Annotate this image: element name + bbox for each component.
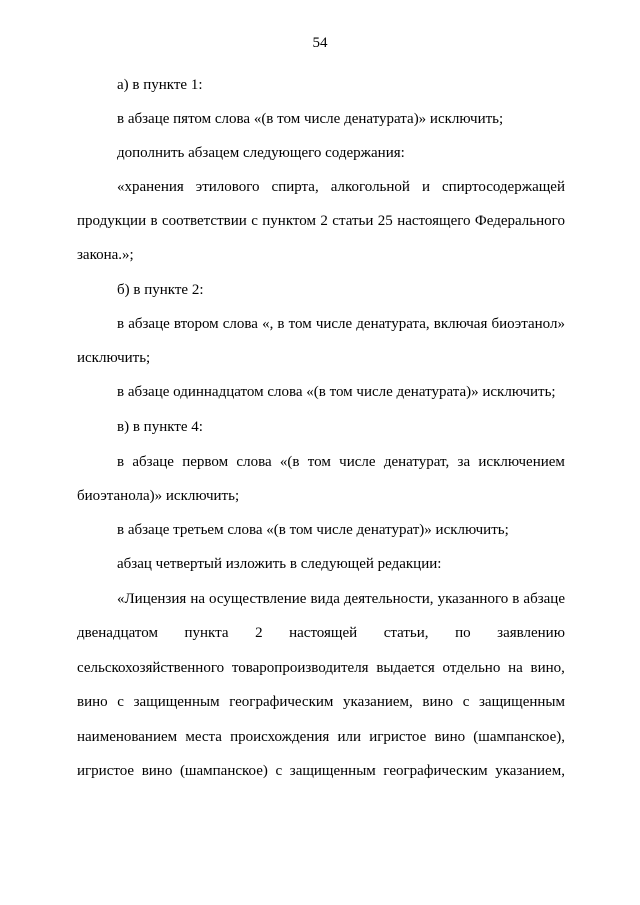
word: игристое <box>77 763 135 779</box>
word: указанием, <box>343 694 413 710</box>
word: по <box>455 625 471 641</box>
word: вино <box>141 763 173 779</box>
word: географическим <box>229 694 334 710</box>
word: слова <box>222 316 258 332</box>
word: втором <box>173 316 219 332</box>
word: за <box>457 454 471 470</box>
text-line-14: в абзаце третьем слова «(в том числе денатурат)» исключить; <box>117 522 509 538</box>
word: на <box>190 591 205 607</box>
word: включая <box>433 316 488 332</box>
word: двенадцатом <box>77 625 158 641</box>
word: с <box>275 763 283 779</box>
word: товаропроизводителя <box>231 660 369 676</box>
word: 25 <box>377 213 393 229</box>
text-line-16 <box>117 590 565 608</box>
text-line-10: в абзаце одиннадцатом слова «(в том числе денатурата)» исключить; <box>117 384 556 400</box>
word: первом <box>182 454 229 470</box>
word: в <box>512 591 520 607</box>
word: отдельно <box>442 660 501 676</box>
word: настоящего <box>397 213 471 229</box>
word: слова <box>236 454 272 470</box>
word: в <box>117 454 125 470</box>
word: защищенным <box>289 763 376 779</box>
word: на <box>508 660 523 676</box>
word: «(в <box>279 454 300 470</box>
word: алкогольной <box>330 179 410 195</box>
text-line-7: б) в пункте 2: <box>117 282 204 298</box>
text-line-1: а) в пункте 1: <box>117 77 203 93</box>
word: числе <box>315 316 353 332</box>
word: продукции <box>77 213 147 229</box>
word: указанием, <box>495 763 565 779</box>
word: денатурата, <box>356 316 430 332</box>
word: сельскохозяйственного <box>77 660 225 676</box>
word: этилового <box>195 179 260 195</box>
word: защищенным <box>478 694 565 710</box>
word: абзаце <box>523 591 565 607</box>
word: происхождения <box>230 729 330 745</box>
word: места <box>185 729 222 745</box>
word: спиртосодержащей <box>441 179 565 195</box>
text-line-11: в) в пункте 4: <box>117 419 203 435</box>
text-line-6: закона.»; <box>77 247 134 263</box>
word: защищенным <box>133 694 220 710</box>
word: осуществление <box>209 591 307 607</box>
word: абзаце <box>132 454 174 470</box>
word: денатурат, <box>383 454 450 470</box>
text-line-20 <box>77 728 565 746</box>
word: «хранения <box>117 179 184 195</box>
word: в <box>150 213 158 229</box>
text-line-12 <box>117 453 565 471</box>
text-line-3: дополнить абзацем следующего содержания: <box>117 145 405 161</box>
word: в <box>277 316 285 332</box>
word: (шампанское), <box>473 729 565 745</box>
word: указанного <box>437 591 509 607</box>
word: 2 <box>255 625 263 641</box>
word: с <box>251 213 258 229</box>
word: 2 <box>320 213 328 229</box>
word: (шампанское) <box>179 763 268 779</box>
text-line-8 <box>117 315 565 333</box>
text-line-5 <box>77 212 565 230</box>
word: абзаце <box>128 316 170 332</box>
page-number: 54 <box>312 35 328 51</box>
word: вида <box>310 591 340 607</box>
word: соответствии <box>162 213 247 229</box>
word: исключением <box>478 454 565 470</box>
word: «Лицензия <box>117 591 187 607</box>
word: настоящей <box>289 625 358 641</box>
word: с <box>117 694 124 710</box>
word: том <box>307 454 331 470</box>
word: наименованием <box>77 729 178 745</box>
text-line-21 <box>77 762 565 780</box>
word: географическим <box>383 763 488 779</box>
word: статьи, <box>383 625 429 641</box>
word: пунктом <box>262 213 316 229</box>
word: с <box>462 694 470 710</box>
text-line-9: исключить; <box>77 350 151 366</box>
word: статьи <box>332 213 374 229</box>
word: игристое <box>369 729 427 745</box>
word: биоэтанол» <box>491 316 565 332</box>
text-line-17 <box>77 624 565 642</box>
text-line-4 <box>117 178 565 196</box>
word: деятельности, <box>343 591 434 607</box>
word: вино, <box>530 660 565 676</box>
word: числе <box>339 454 376 470</box>
word: заявлению <box>497 625 565 641</box>
word: и <box>421 179 430 195</box>
text-line-19 <box>77 693 565 711</box>
word: или <box>337 729 362 745</box>
word: вино <box>422 694 454 710</box>
word: том <box>288 316 312 332</box>
word: спирта, <box>271 179 319 195</box>
word: вино <box>434 729 466 745</box>
text-line-13: биоэтанола)» исключить; <box>77 488 240 504</box>
text-line-15: абзац четвертый изложить в следующей редакции: <box>117 556 442 572</box>
word: пункта <box>184 625 229 641</box>
word: в <box>117 316 125 332</box>
word: «, <box>262 316 274 332</box>
text-line-2: в абзаце пятом слова «(в том числе денатурата)» исключить; <box>117 111 504 127</box>
text-line-18 <box>77 659 565 677</box>
word: Федерального <box>474 213 565 229</box>
word: вино <box>77 694 108 710</box>
word: выдается <box>376 660 435 676</box>
